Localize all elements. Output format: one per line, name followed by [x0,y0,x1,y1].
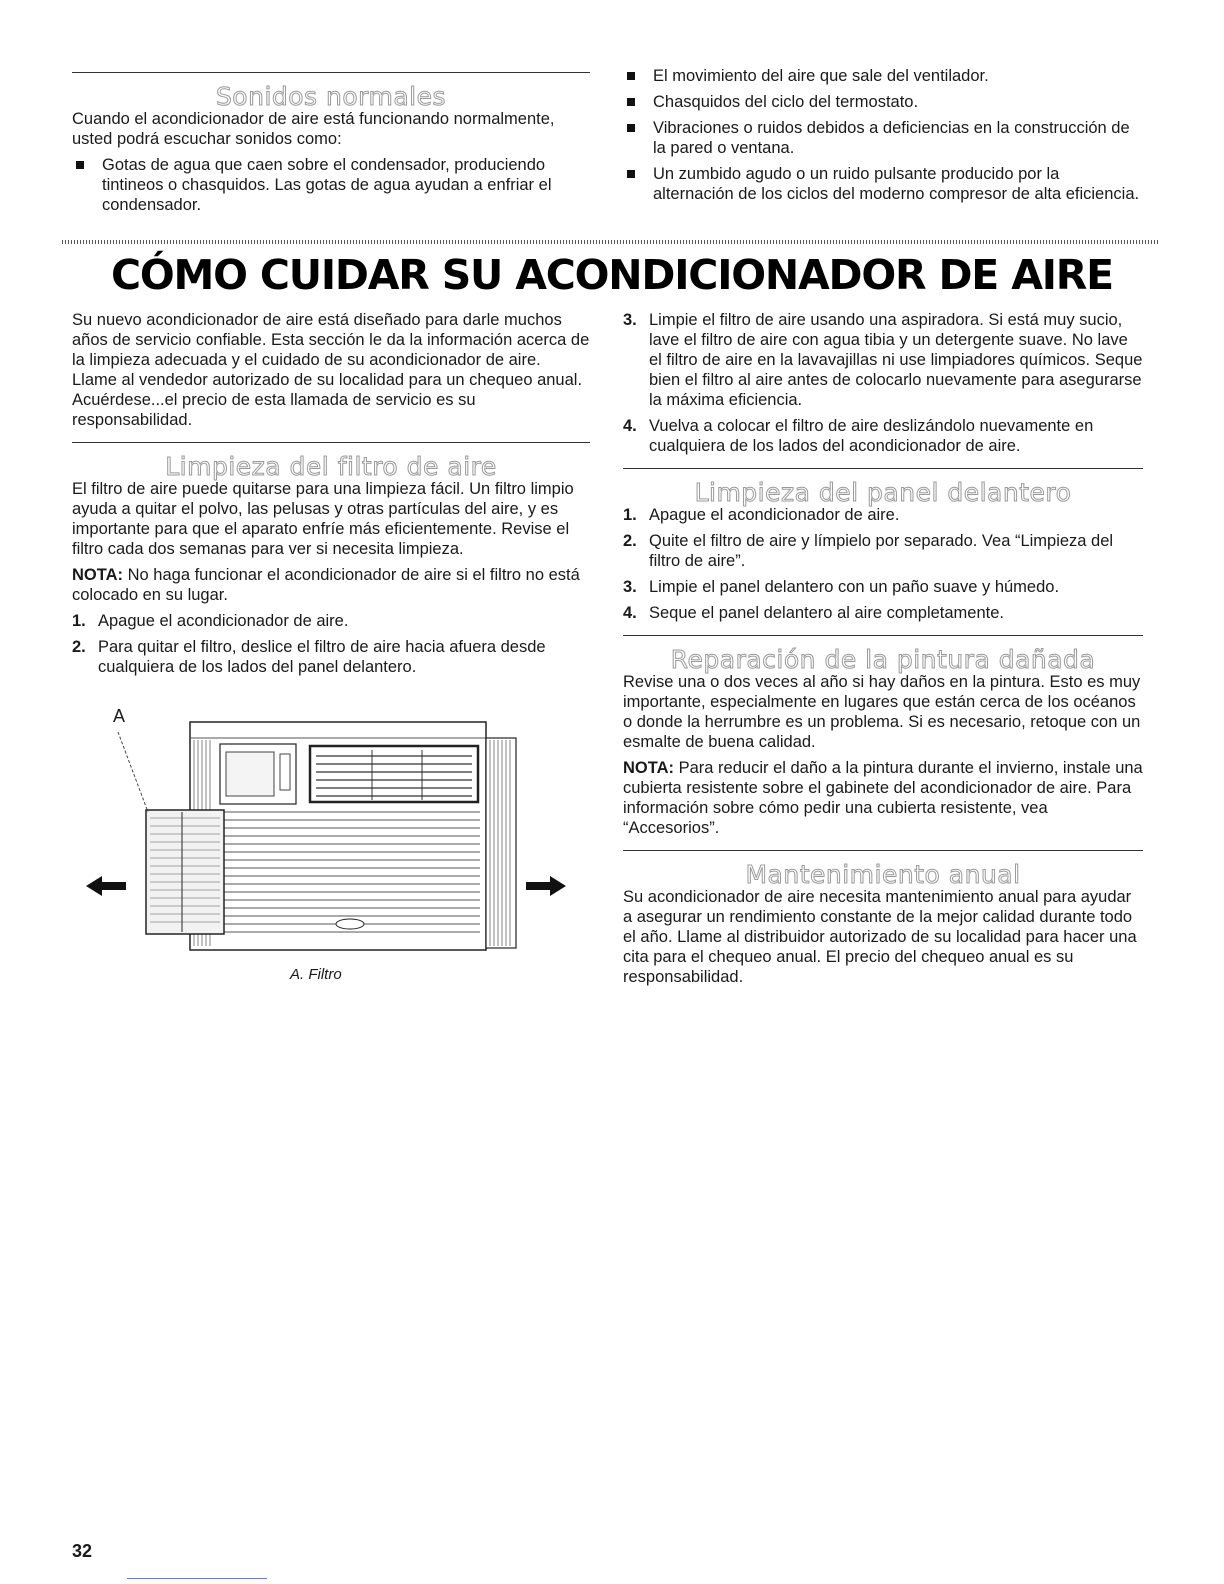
list-item: Un zumbido agudo o un ruido pulsante producido por la alternación de los ciclos del moderno compresor de alta eficiencia. [623,164,1143,204]
right-column [623,310,1143,987]
section-rule [623,635,1143,636]
sonidos-list-left [72,155,590,215]
step-number: 2. [623,532,637,550]
step-number: 1. [623,506,637,524]
list-item: Vibraciones o ruidos debidos a deficiencias en la construcción de la pared o ventana. [623,118,1143,158]
list-item: Chasquidos del ciclo del termostato. [623,92,1143,112]
panel-steps [623,505,1143,623]
step-text: Quite el filtro de aire y límpielo por separado. Vea “Limpieza del filtro de aire”. [649,532,1114,570]
sonidos-left-column [72,72,590,215]
pintura-heading: Reparación de la pintura dañada [670,645,1096,674]
mantenimiento-paragraph: Su acondicionador de aire necesita mantenimiento anual para ayudar a asegurar un rendimiento constante de la mejor calidad durante todo el año. Llame al distribuidor autorizado de su localidad para hacer una cita para el chequeo anual. El precio del chequeo anual es su responsabilidad. [623,888,1137,986]
pintura-note [623,758,1143,838]
section-rule [72,72,590,73]
filtro-heading: Limpieza del filtro de aire [165,452,497,481]
note-label: NOTA: [72,566,124,584]
step-number: 3. [623,311,637,329]
air-conditioner-figure [82,700,582,970]
step-text: Vuelva a colocar el filtro de aire deslizándolo nuevamente en cualquiera de los lados del acondicionador de aire. [649,417,1094,455]
step-item [623,603,1143,623]
sonidos-heading: Sonidos normales [215,82,447,111]
step-text: Limpie el panel delantero con un paño suave y húmedo. [649,578,1060,596]
sonidos-intro: Cuando el acondicionador de aire está funcionando normalmente, usted podrá escuchar sonidos como: [72,110,555,148]
step-item [623,577,1143,597]
sonidos-list-right [623,66,1143,204]
footer-rule [127,1578,267,1579]
step-item [72,637,590,677]
note-text: No haga funcionar el acondicionador de aire si el filtro no está colocado en su lugar. [72,566,580,604]
step-text: Para quitar el filtro, deslice el filtro de aire hacia afuera desde cualquiera de los lados del panel delantero. [98,638,546,676]
pintura-paragraph: Revise una o dos veces al año si hay daños en la pintura. Esto es muy importante, especialmente en lugares que están cerca de los océanos o donde la herrumbre es un problema. Si es necesario, retoque con un esmalte de buena calidad. [623,673,1141,751]
sonidos-right-column [623,66,1143,204]
mantenimiento-heading: Mantenimiento anual [745,860,1021,889]
page-number: 32 [72,1541,93,1561]
note-label: NOTA: [623,759,675,777]
page-title: CÓMO CUIDAR SU ACONDICIONADOR DE AIRE [111,251,1113,299]
intro-paragraph: Su nuevo acondicionador de aire está diseñado para darle muchos años de servicio confiable. Esta sección le da la información acerca de la limpieza adecuada y el cuidado de su acondicionador de aire. Llame al vendedor autorizado de su localidad para un chequeo anual. Acuérdese...el precio de esta llamada de servicio es su responsabilidad. [72,311,590,429]
step-item [623,505,1143,525]
step-item [623,310,1143,410]
step-number: 4. [623,604,637,622]
section-rule [623,850,1143,851]
step-number: 1. [72,612,86,630]
step-text: Seque el panel delantero al aire completamente. [649,604,1004,622]
section-rule [72,442,590,443]
step-item [72,611,590,631]
note-text: Para reducir el daño a la pintura durante el invierno, instale una cubierta resistente sobre el gabinete del acondicionador de aire. Para información sobre cómo pedir una cubierta resistente, vea “Accesorios”. [623,759,1143,837]
step-number: 2. [72,638,86,656]
figure-caption: A. Filtro [290,966,342,983]
step-number: 4. [623,417,637,435]
step-number: 3. [623,578,637,596]
filtro-note [72,565,590,605]
filtro-paragraph: El filtro de aire puede quitarse para una limpieza fácil. Un filtro limpio ayuda a quitar el polvo, las pelusas y otras partículas del aire, y es importante para que el aparato enfríe más eficientemente. Revise el filtro cada dos semanas para ver si necesita limpieza. [72,480,574,558]
list-item: El movimiento del aire que sale del ventilador. [623,66,1143,86]
filtro-steps-left [72,611,590,677]
figure-label-a: A [113,706,126,726]
panel-heading: Limpieza del panel delantero [694,478,1072,507]
section-rule [623,468,1143,469]
step-item [623,416,1143,456]
dotted-divider [62,240,1160,244]
left-column [72,310,590,677]
step-text: Limpie el filtro de aire usando una aspiradora. Si está muy sucio, lave el filtro de aire con agua tibia y un detergente suave. No lave el filtro de aire en la lavavajillas ni use limpiadores químicos. Seque bien el filtro al aire antes de colocarlo nuevamente para asegurarse la máxima eficiencia. [649,311,1143,409]
step-item [623,531,1143,571]
step-text: Apague el acondicionador de aire. [98,612,349,630]
step-text: Apague el acondicionador de aire. [649,506,900,524]
filtro-steps-right [623,310,1143,456]
list-item: Gotas de agua que caen sobre el condensador, produciendo tintineos o chasquidos. Las gotas de agua ayudan a enfriar el condensador. [72,155,590,215]
